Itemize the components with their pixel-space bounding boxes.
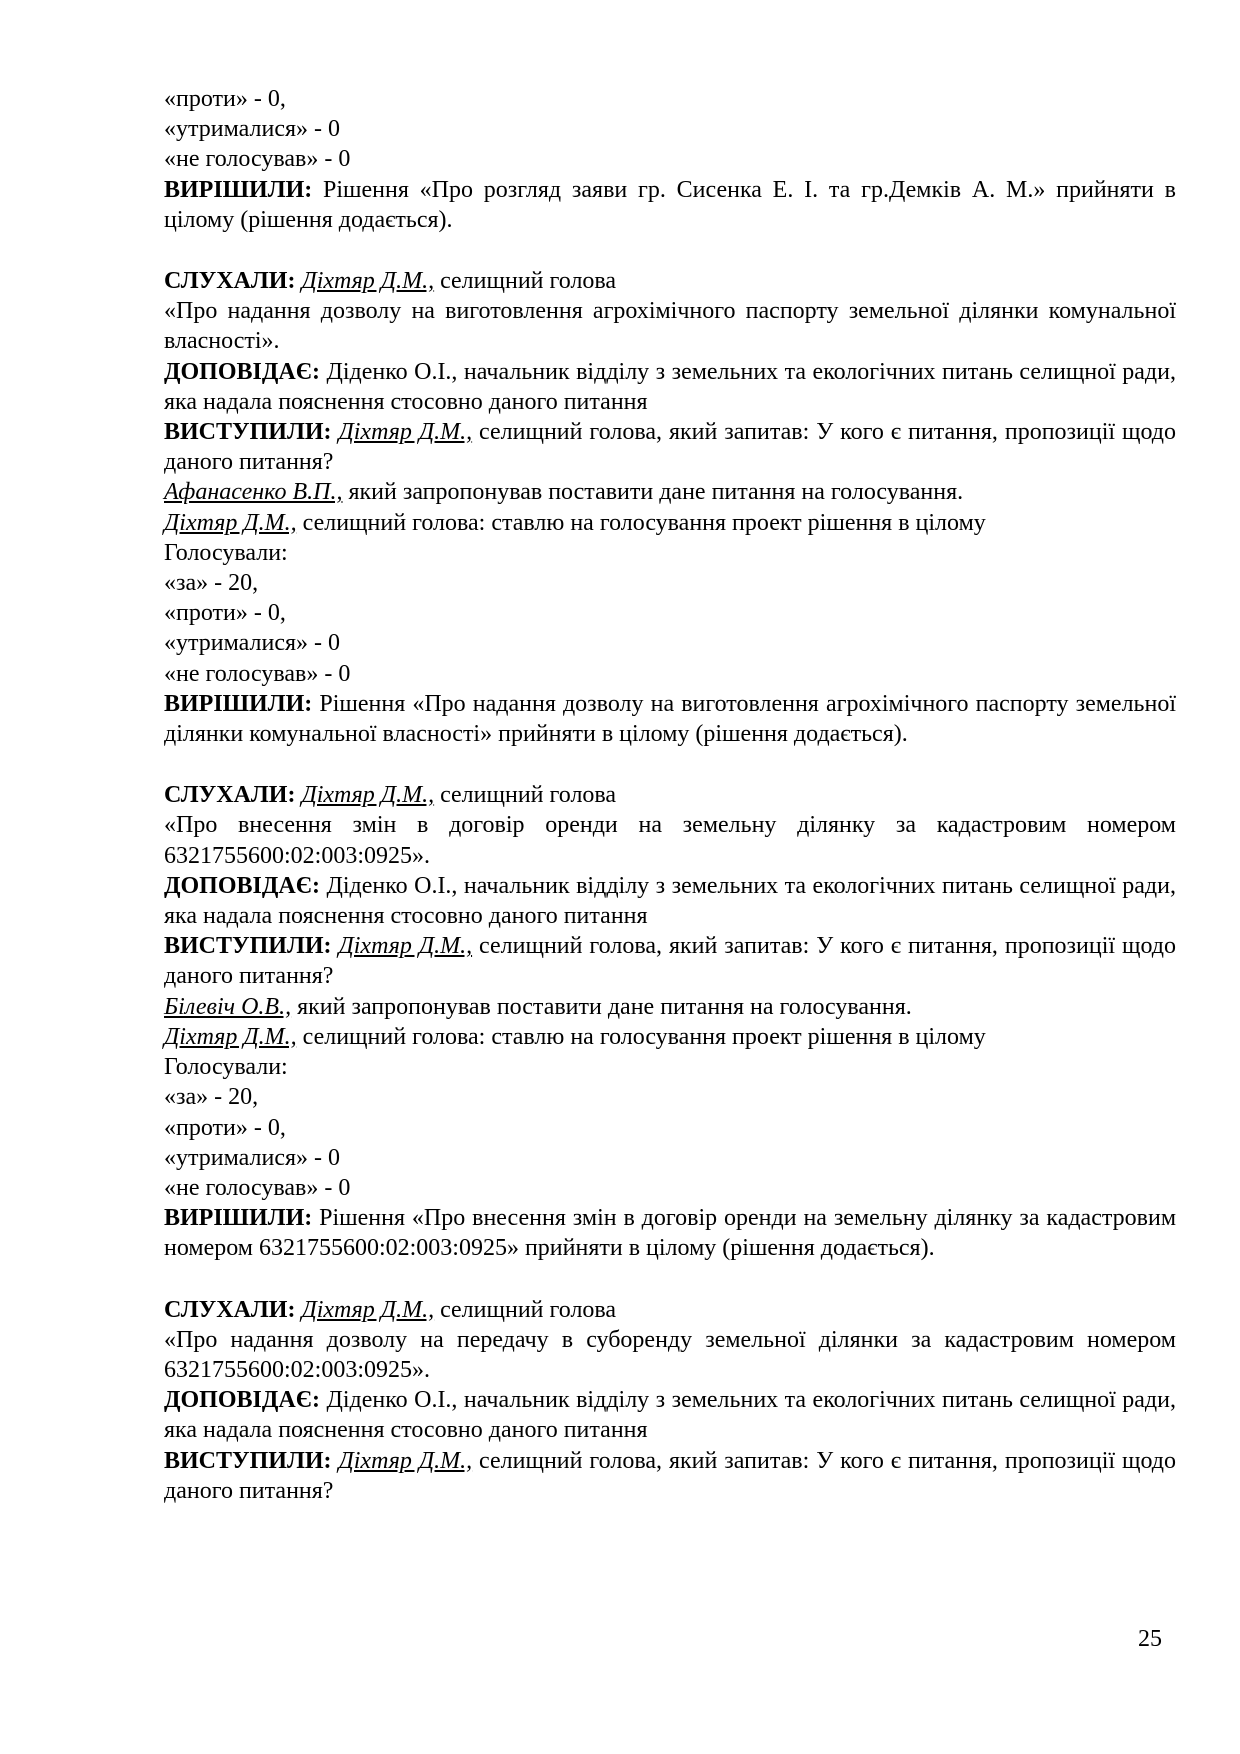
spoke-text: селищний голова, який запитав: У кого є питання, пропозиції щодо даного питання? [164,419,1177,476]
decision-label: ВИРІШИЛИ: [164,690,313,717]
chair-text: селищний голова: ставлю на голосування проект рішення в цілому [302,1023,986,1050]
chair-text: селищний голова: ставлю на голосування проект рішення в цілому [302,509,986,536]
report-text: Діденко О.І., начальник відділу з земельних та екологічних питань селищної ради, яка надала пояснення стосовно даного питання [164,1387,1176,1444]
spoke-name: Діхтяр Д.М., [338,419,473,446]
spoke-text: селищний голова, який запитав: У кого є питання, пропозиції щодо даного питання? [164,1447,1177,1504]
decision-paragraph [164,1203,1176,1263]
decision-text: Рішення «Про розгляд заяви гр. Сисенка Е. І. та гр.Демків А. М.» прийняти в цілому (рішення додається). [164,176,1176,233]
proposer-text: який запропонував поставити дане питання на голосування. [348,479,964,506]
spoke-label: ВИСТУПИЛИ: [164,419,332,446]
vote-for: «за» - 20, [164,1084,259,1111]
heard-line [164,266,1176,296]
heard-label: СЛУХАЛИ: [164,782,296,809]
proposer-name: Білевіч О.В., [164,993,292,1020]
chair-line [164,508,1176,538]
spoke-name: Діхтяр Д.М., [338,933,473,960]
section-gap [164,749,1176,780]
heard-label: СЛУХАЛИ: [164,1296,296,1323]
vote-against: «проти» - 0, [164,1114,286,1141]
heard-role: селищний голова [440,782,617,809]
decision-paragraph [164,689,1176,749]
page-number: 25 [1138,1626,1162,1652]
report-paragraph [164,357,1176,417]
vote-against: «проти» - 0, [164,86,286,112]
vote-not-voted: «не голосував» - 0 [164,1174,351,1201]
chair-name: Діхтяр Д.М., [164,509,297,536]
vote-against: «проти» - 0, [164,600,286,627]
vote-for: «за» - 20, [164,570,259,597]
document-page [164,84,1176,1506]
spoke-paragraph [164,931,1176,991]
section-gap [164,1264,1176,1295]
heard-name: Діхтяр Д.М., [301,268,435,295]
heard-line [164,780,1176,810]
vote-not-voted: «не голосував» - 0 [164,146,351,173]
heard-name: Діхтяр Д.М., [301,1296,435,1323]
decision-text: Рішення «Про надання дозволу на виготовлення агрохімічного паспорту земельної ділянки комунальної власності» прийняти в цілому (рішення додається). [164,690,1176,748]
report-text: Діденко О.І., начальник відділу з земельних та екологічних питань селищної ради, яка надала пояснення стосовно даного питання [164,872,1176,930]
spoke-label: ВИСТУПИЛИ: [164,933,332,960]
topic-paragraph: «Про внесення змін в договір оренди на земельну ділянку за кадастровим номером 6321755600:02:003:0925». [164,812,1176,869]
section-gap [164,235,1176,266]
report-text: Діденко О.І., начальник відділу з земельних та екологічних питань селищної ради, яка надала пояснення стосовно даного питання [164,358,1176,415]
heard-label: СЛУХАЛИ: [164,268,296,295]
heard-name: Діхтяр Д.М., [301,782,435,809]
report-label: ДОПОВІДАЄ: [164,872,320,899]
vote-abstained: «утрималися» - 0 [164,116,341,143]
decision-text: Рішення «Про внесення змін в договір оренди на земельну ділянку за кадастровим номером 6321755600:02:003:0925» прийняти в цілому (рішення додається). [164,1205,1177,1262]
topic-paragraph: «Про надання дозволу на виготовлення агрохімічного паспорту земельної ділянки комунальної власності». [164,298,1176,355]
spoke-label: ВИСТУПИЛИ: [164,1447,332,1474]
report-paragraph [164,1385,1176,1445]
proposer-text: який запропонував поставити дане питання на голосування. [297,993,912,1020]
vote-not-voted: «не голосував» - 0 [164,660,351,687]
decision-label: ВИРІШИЛИ: [164,176,313,203]
proposer-name: Афанасенко В.П., [164,479,343,506]
vote-abstained: «утрималися» - 0 [164,1144,341,1171]
spoke-text: селищний голова, який запитав: У кого є питання, пропозиції щодо даного питання? [164,933,1177,990]
voted-label: Голосували: [164,1054,288,1081]
decision-label: ВИРІШИЛИ: [164,1205,313,1232]
vote-abstained: «утрималися» - 0 [164,630,341,657]
topic-paragraph: «Про надання дозволу на передачу в суборенду земельної ділянки за кадастровим номером 6321755600:02:003:0925». [164,1326,1176,1383]
chair-line [164,1022,1176,1052]
heard-role: селищний голова [440,1296,617,1323]
spoke-name: Діхтяр Д.М., [338,1447,473,1474]
report-paragraph [164,871,1176,931]
chair-name: Діхтяр Д.М., [164,1023,297,1050]
proposer-line [164,992,1176,1022]
heard-role: селищний голова [440,268,617,295]
decision-paragraph [164,175,1176,235]
proposer-line [164,477,1176,507]
heard-line [164,1295,1176,1325]
voted-label: Голосували: [164,539,288,566]
report-label: ДОПОВІДАЄ: [164,1387,320,1414]
report-label: ДОПОВІДАЄ: [164,358,320,385]
spoke-paragraph [164,1446,1176,1506]
spoke-paragraph [164,417,1176,477]
